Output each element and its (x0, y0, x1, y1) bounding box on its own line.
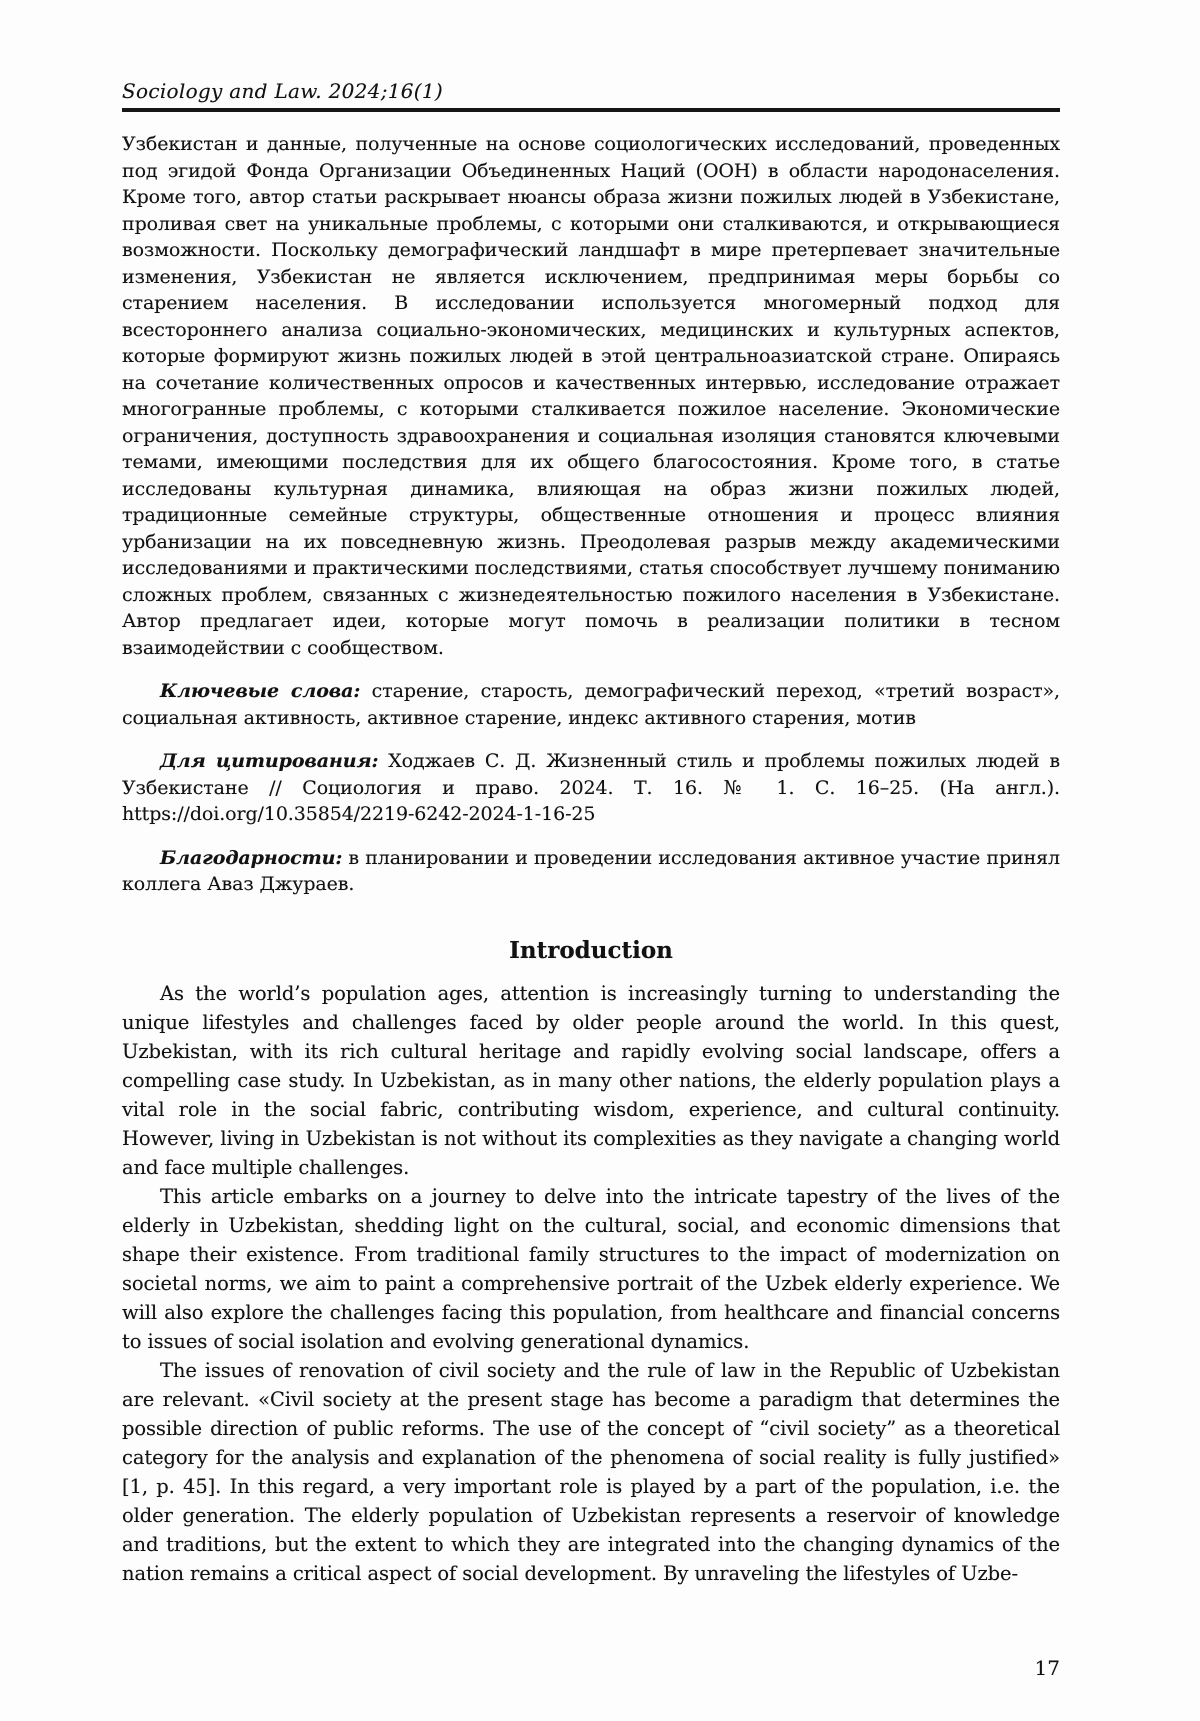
citation-paragraph (122, 748, 1060, 828)
keywords-label: Ключевые слова: (160, 680, 361, 702)
running-head: Sociology and Law. 2024;16(1) (122, 80, 1060, 112)
citation-label: Для цитирования: (160, 750, 379, 772)
page-number: 17 (1034, 1656, 1060, 1680)
doi-link: https://doi.org/10.35854/2219-6242-2024-1-16-25 (122, 803, 596, 825)
introduction-paragraph-3: The issues of renovation of civil society and the rule of law in the Republic of Uzbekistan are relevant. «Civil society at the present stage has become a paradigm that determines the possible direction of public reforms. The use of the concept of “civil society” as a theoretical category for the analysis and explanation of the phenomena of social reality is fully justified» [1, p. 45]. In this regard, a very important role is played by a part of the population, i.e. the older generation. The elderly population of Uzbekistan represents a reservoir of knowledge and traditions, but the extent to which they are integrated into the changing dynamics of the nation remains a critical aspect of social development. By unraveling the lifestyles of Uzbe- (122, 1358, 1060, 1585)
keywords-text: старение, старость, демографический переход, «третий возраст», социальная активность, активное старение, индекс активного старения, мотив (122, 680, 1060, 729)
acknowledgments-paragraph (122, 845, 1060, 898)
page-body (122, 131, 1060, 1588)
keywords-paragraph (122, 678, 1060, 731)
citation-text: Ходжаев С. Д. Жизненный стиль и проблемы пожилых людей в Узбекистане // Социология и право. 2024. Т. 16. № 1. С. 16–25. (На англ.). (122, 750, 1060, 799)
introduction-paragraph-2: This article embarks on a journey to delve into the intricate tapestry of the lives of the elderly in Uzbekistan, shedding light on the cultural, social, and economic dimensions that shape their existence. From traditional family structures to the impact of modernization on societal norms, we aim to paint a comprehensive portrait of the Uzbek elderly experience. We will also explore the challenges facing this population, from healthcare and financial concerns to issues of social isolation and evolving generational dynamics. (122, 1184, 1060, 1353)
introduction-paragraph-1: As the world’s population ages, attention is increasingly turning to understanding the unique lifestyles and challenges faced by older people around the world. In this quest, Uzbekistan, with its rich cultural heritage and rapidly evolving social landscape, offers a compelling case study. In Uzbekistan, as in many other nations, the elderly population plays a vital role in the social fabric, contributing wisdom, experience, and cultural continuity. However, living in Uzbekistan is not without its complexities as they navigate a changing world and face multiple challenges. (122, 981, 1060, 1179)
page-header (122, 80, 1060, 112)
section-heading-introduction: Introduction (509, 936, 673, 964)
abstract-paragraph: Узбекистан и данные, полученные на основе социологических исследований, проведенных под эгидой Фонда Организации Объединенных Наций (ООН) в области народонаселения. Кроме того, автор статьи раскрывает нюансы образа жизни пожилых людей в Узбекистане, проливая свет на уникальные проблемы, с которыми они сталкиваются, и открывающиеся возможности. Поскольку демографический ландшафт в мире претерпевает значительные изменения, Узбекистан не является исключением, предпринимая меры борьбы со старением населения. В исследовании используется многомерный подход для всестороннего анализа социально-экономических, медицинских и культурных аспектов, которые формируют жизнь пожилых людей в этой центральноазиатской стране. Опираясь на сочетание количественных опросов и качественных интервью, исследование отражает многогранные проблемы, с которыми сталкивается пожилое население. Экономические ограничения, доступность здравоохранения и социальная изоляция становятся ключевыми темами, имеющими последствия для их общего благосостояния. Кроме того, в статье исследованы культурная динамика, влияющая на образ жизни пожилых людей, традиционные семейные структуры, общественные отношения и процесс влияния урбанизации на их повседневную жизнь. Преодолевая разрыв между академическими исследованиями и практическими последствиями, статья способствует лучшему пониманию сложных проблем, связанных с жизнедеятельностью пожилого населения в Узбекистане. Автор предлагает идеи, которые могут помочь в реализации политики в тесном взаимодействии с сообществом. (122, 133, 1060, 659)
acknowledgments-label: Благодарности: (160, 846, 343, 869)
acknowledgments-text: в планировании и проведении исследования активное участие принял коллега Аваз Джураев. (122, 846, 1060, 895)
